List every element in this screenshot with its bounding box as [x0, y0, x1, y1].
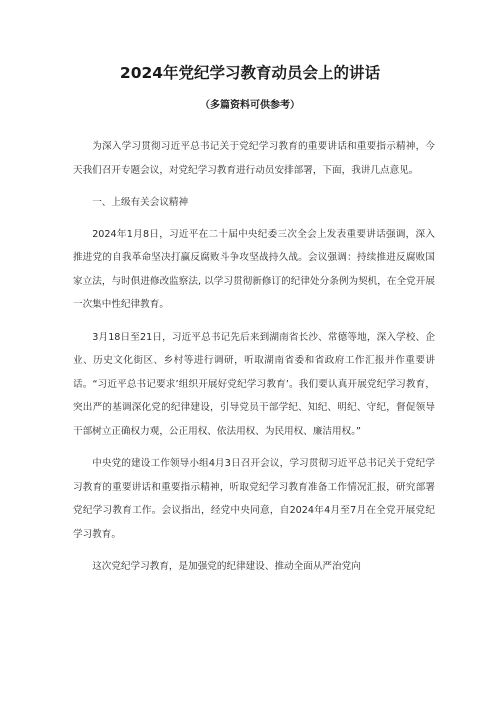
document-subtitle: （多篇资料可供参考） — [200, 100, 300, 111]
paragraph-central-meeting: 中央党的建设工作领导小组4月3日召开会议，学习贯彻习近平总书记关于党纪学习教育的重要讲话和重要指示精神，听取党纪学习教育准备工作情况汇报，研究部署党纪学习教育工作。会议指出，经党中央同意，自2024年4月至7月在全党开展党纪学习教育。 — [73, 458, 435, 540]
paragraph-hunan-visit: 3月18日至21日，习近平总书记先后来到湖南省长沙、常德等地，深入学校、企业、历史文化街区、乡村等进行调研，听取湖南省委和省政府工作汇报并作重要讲话。“习近平总书记要求’组织开展好党纪学习教育’。我们要认真开展党纪学习教育，突出严的基调深化党的纪律建设，引导党员干部学纪、知纪、明纪、守纪，督促领导干部树立正确权力观，公正用权、依法用权、为民用权、廉洁用权。” — [73, 331, 435, 437]
paragraph-closing: 这次党纪学习教育，是加强党的纪律建设、推动全面从严治党向 — [92, 561, 361, 572]
paragraph-plenary: 2024年1月8日，习近平在二十届中央纪委三次全会上发表重要讲话强调，深入推进党的自我革命坚决打赢反腐败斗争攻坚战持久战。会议强调：持续推进反腐败国家立法，与时俱进修改监察法, 以学习贯彻新修订的纪律处分条例为契机，在全党开展一次集中性纪律教育。 — [73, 228, 435, 310]
section-heading: 一、上级有关会议精神 — [92, 197, 189, 208]
document-title: 2024年党纪学习教育动员会上的讲话 — [119, 64, 381, 82]
document-body — [73, 135, 435, 588]
paragraph-intro: 为深入学习贯彻习近平总书记关于党纪学习教育的重要讲话和重要指示精神，今天我们召开专题会议，对党纪学习教育进行动员安排部署，下面，我讲几点意见。 — [73, 141, 435, 176]
